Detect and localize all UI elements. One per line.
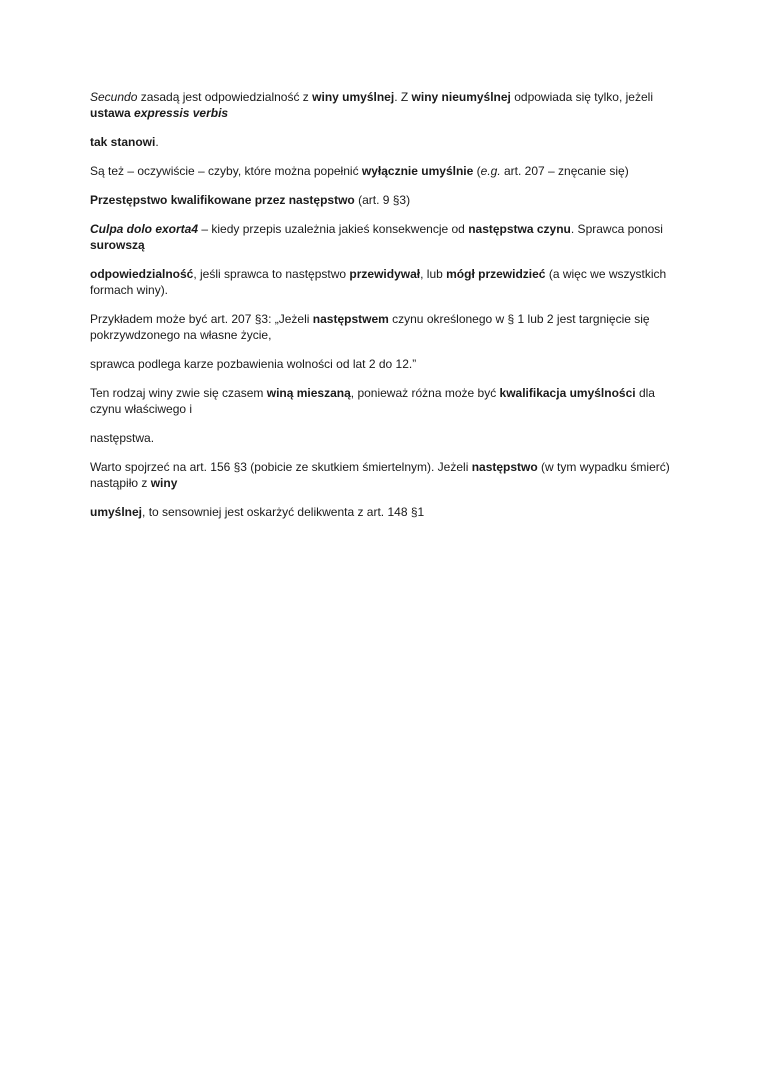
text-segment: (a więc we wszystkich formach winy). (90, 267, 667, 297)
text-segment: . Z (394, 90, 412, 104)
text-segment: ustawa (90, 106, 135, 120)
text-segment: Secundo (90, 90, 138, 104)
paragraph-p4 (90, 192, 670, 208)
text-segment: tak stanowi (90, 135, 156, 149)
paragraph-p5 (90, 221, 670, 253)
paragraph-p12 (90, 504, 670, 520)
paragraph-p9 (90, 385, 670, 417)
text-segment: , to sensowniej jest oskarżyć delikwenta z art. 148 §1 (142, 505, 425, 519)
text-segment: następstwo (471, 460, 538, 474)
text-segment: Przestępstwo kwalifikowane przez następstwo (90, 193, 355, 207)
text-segment: (w tym wypadku śmierć) nastąpiło z (90, 460, 670, 490)
text-segment: wyłącznie umyślnie (361, 164, 474, 178)
text-segment: e.g. (480, 164, 501, 178)
text-segment: Są też – oczywiście – czyby, które można popełnić (90, 164, 362, 178)
paragraph-p7 (90, 311, 670, 343)
text-segment: dla czynu właściwego i (90, 386, 655, 416)
text-segment: winy umyślnej (312, 90, 395, 104)
text-segment: przewidywał (349, 267, 421, 281)
text-segment: , lub (420, 267, 447, 281)
paragraph-p3 (90, 163, 670, 179)
text-segment: Przykładem może być art. 207 §3: „Jeżeli (90, 312, 313, 326)
paragraph-p2 (90, 134, 670, 150)
text-segment: winy nieumyślnej (411, 90, 511, 104)
text-segment: czynu określonego w § 1 lub 2 jest targnięcie się pokrzywdzonego na własne życie, (90, 312, 650, 342)
paragraph-p11 (90, 459, 670, 491)
text-segment: umyślnej (90, 505, 143, 519)
text-segment: , jeśli sprawca to następstwo (193, 267, 350, 281)
text-segment: Warto spojrzeć na art. 156 §3 (pobicie ze skutkiem śmiertelnym). Jeżeli (90, 460, 472, 474)
text-segment: Culpa dolo exorta4 (90, 222, 199, 236)
text-segment: expressis verbis (134, 106, 229, 120)
text-segment: . (155, 135, 159, 149)
text-segment: następstwa. (90, 431, 155, 445)
text-segment: – kiedy przepis uzależnia jakieś konsekwencje od (198, 222, 469, 236)
text-segment: mógł przewidzieć (446, 267, 546, 281)
text-segment: odpowiedzialność (90, 267, 194, 281)
text-segment: następstwa czynu (468, 222, 571, 236)
text-segment: winą mieszaną (266, 386, 351, 400)
text-segment: ( (473, 164, 481, 178)
paragraph-p8 (90, 356, 670, 372)
text-segment: odpowiada się tylko, jeżeli (510, 90, 653, 104)
paragraph-p10 (90, 430, 670, 446)
text-segment: . Sprawca ponosi (570, 222, 663, 236)
document-body (90, 89, 670, 533)
paragraph-p6 (90, 266, 670, 298)
text-segment: surowszą (90, 238, 145, 252)
text-segment: art. 207 – znęcanie się) (500, 164, 629, 178)
text-segment: zasadą jest odpowiedzialność z (137, 90, 313, 104)
text-segment: Ten rodzaj winy zwie się czasem (90, 386, 267, 400)
text-segment: (art. 9 §3) (354, 193, 411, 207)
paragraph-p1 (90, 89, 670, 121)
text-segment: winy (150, 476, 178, 490)
text-segment: następstwem (312, 312, 389, 326)
text-segment: kwalifikacja umyślności (499, 386, 636, 400)
text-segment: sprawca podlega karze pozbawienia wolności od lat 2 do 12.” (90, 357, 417, 371)
text-segment: , ponieważ różna może być (350, 386, 500, 400)
